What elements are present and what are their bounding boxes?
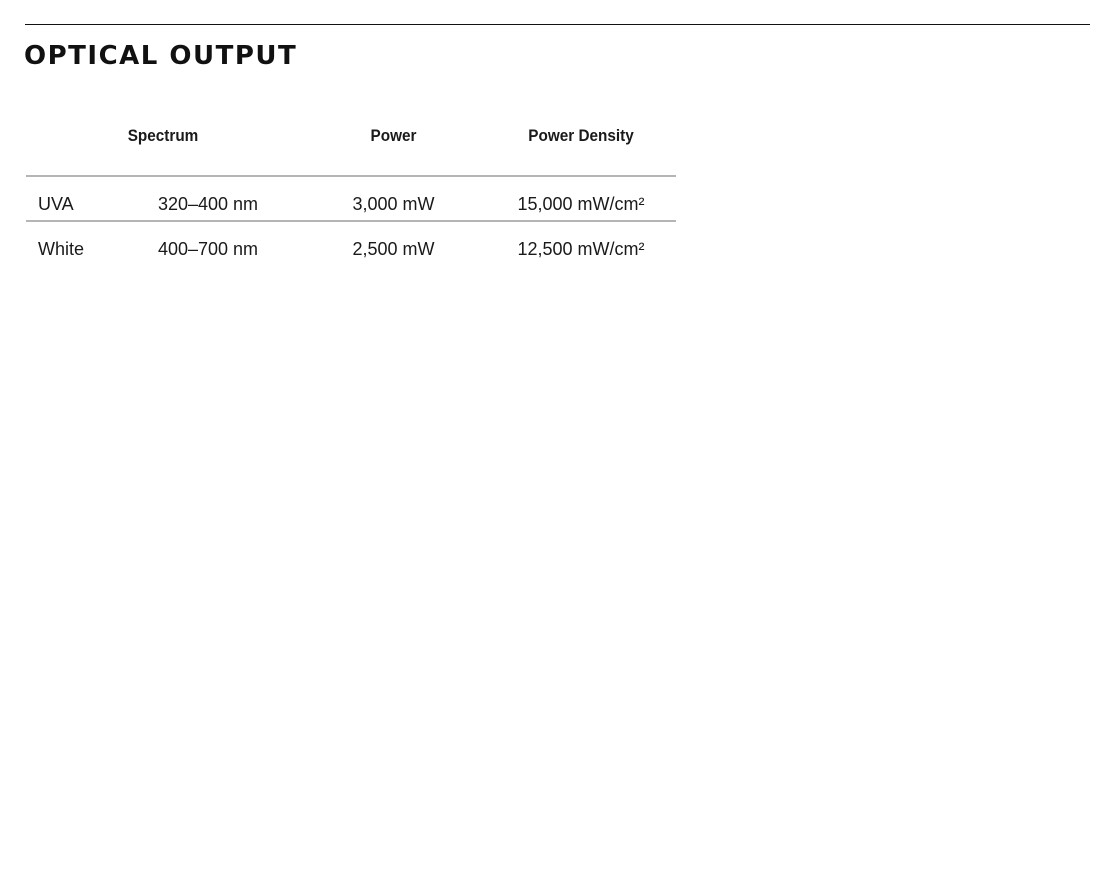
row-divider — [26, 220, 676, 222]
header-divider — [26, 175, 676, 177]
column-header-power: Power — [370, 126, 417, 145]
wavelength-range-cell: 400–700 nm — [157, 239, 259, 259]
power-cell: 3,000 mW — [352, 194, 435, 214]
top-divider — [25, 24, 1090, 25]
power-cell: 2,500 mW — [352, 239, 435, 259]
section-title: OPTICAL OUTPUT — [24, 41, 298, 71]
column-header-power-density: Power Density — [528, 126, 634, 145]
power-density-cell: 15,000 mW/cm² — [517, 194, 645, 214]
power-density-cell: 12,500 mW/cm² — [517, 239, 645, 259]
spectrum-name-cell: UVA — [38, 194, 74, 214]
wavelength-range-cell: 320–400 nm — [157, 194, 259, 214]
spectrum-name-cell: White — [38, 239, 85, 259]
table-row — [26, 227, 676, 271]
column-header-spectrum: Spectrum — [127, 126, 199, 145]
